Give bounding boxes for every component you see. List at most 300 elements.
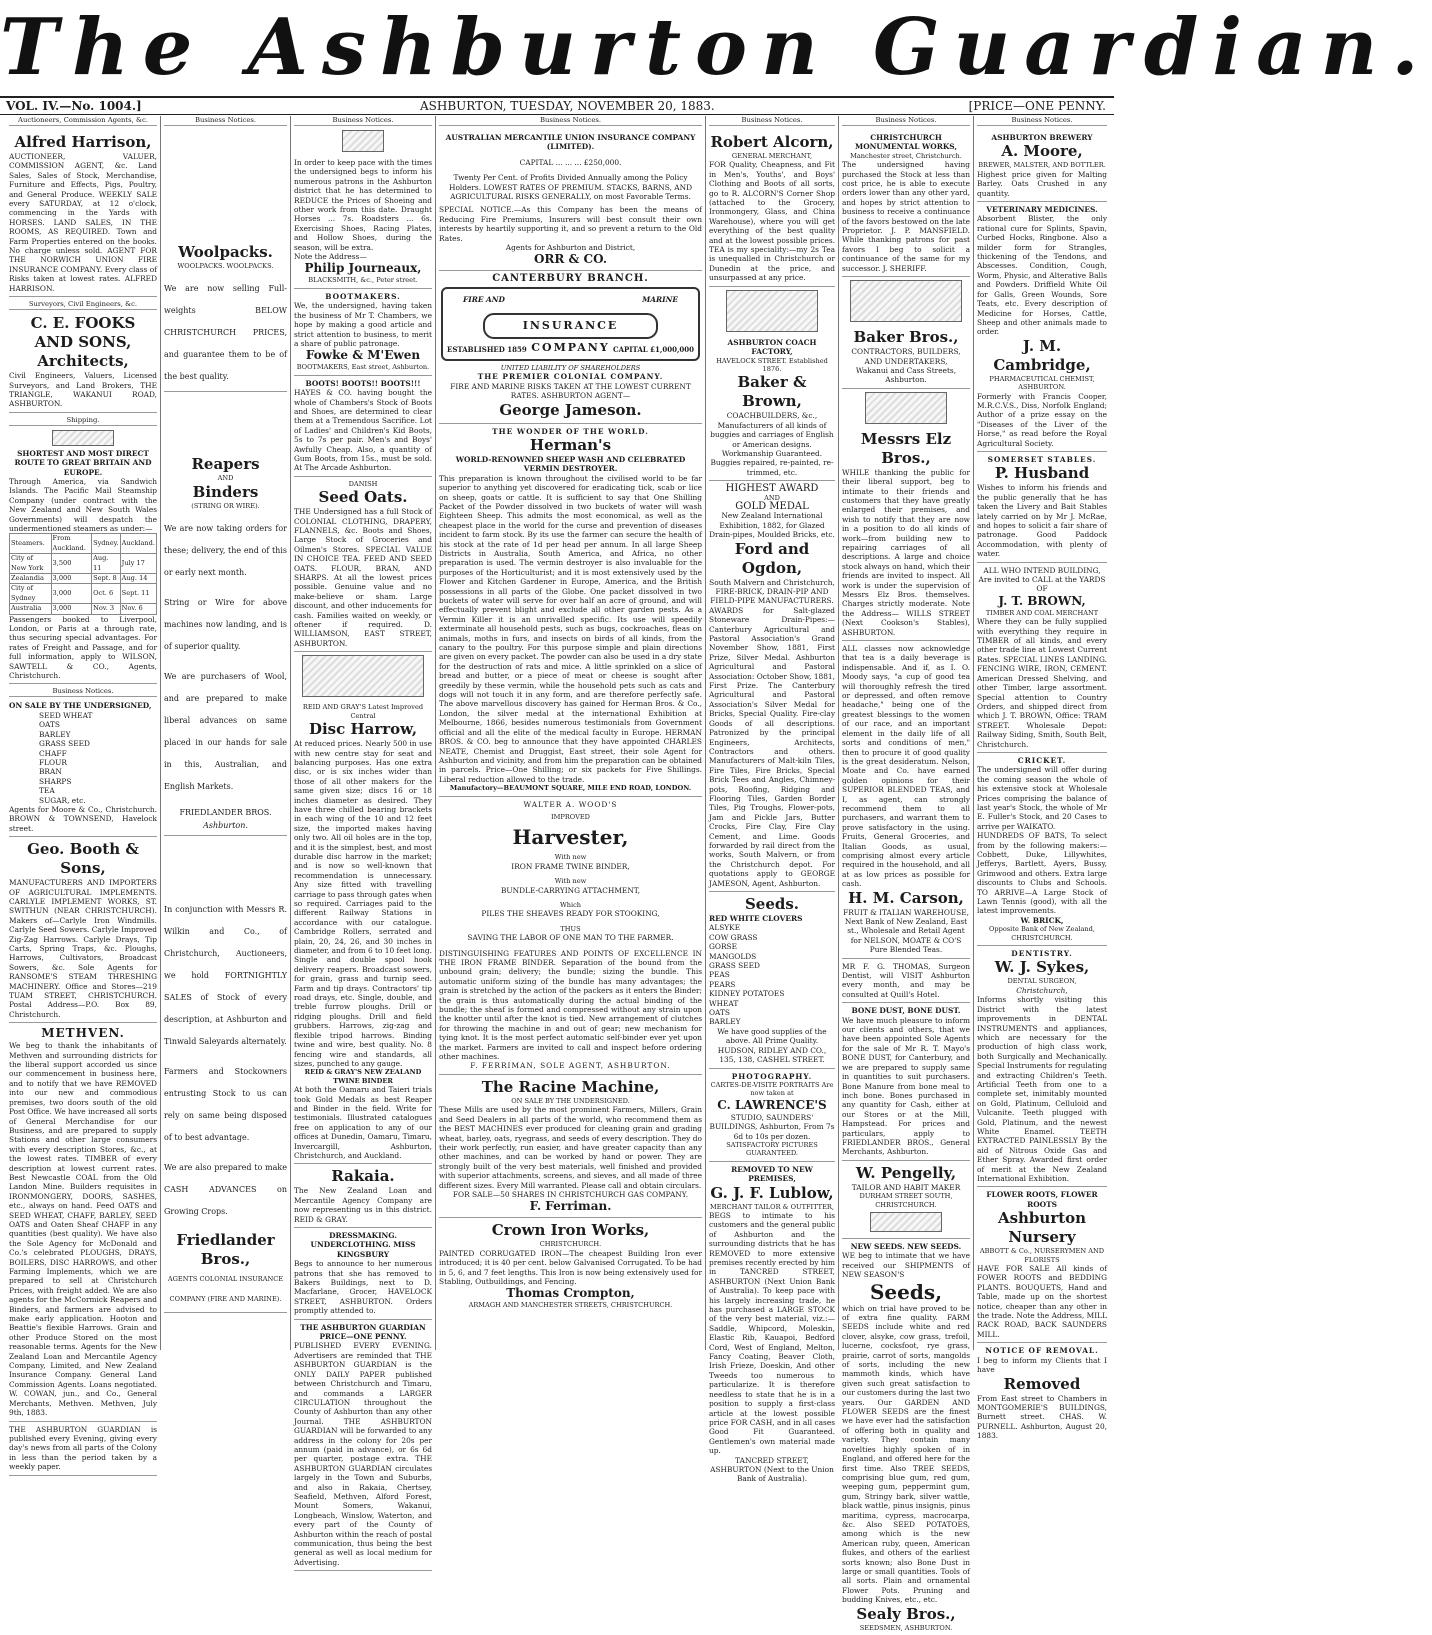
ad-body: The undersigned will offer during the coming season the whole of his extensive stock at Wholesale Prices comprising the balance of last year's Stock, the whole of Mr E. Fuller's Stock, and 20 Cases to arrive per WAIKATO.	[977, 765, 1107, 831]
ad-title: Ashburton Nursery	[997, 1209, 1087, 1247]
ad-body: AWARDS for Salt-glazed Stoneware Drain-Pipes:—Canterbury Agricultural and Pastoral Association's Grand November Show, 1881, First Prize, Silver Medal. Ashburton Agricultural and Pastoral Association: October Show, 1881, First Prize. The Canterbury Agricultural and Pastoral Association's Silver Medal for Bricks, Special Quality. Fire-clay Goods of all descriptions. Patronized by the principal Engineers, Architects, Contractors and others. Manufacturers of Malt-kiln Tiles, Fire Tiles, Fire Bricks, Special Brick Tees and Angles, Chimney-pots, Roofing, Ridging and Flooring Tiles, Garden Border Tiles, Pig Troughs, Flower-pots, Jam and Pickle Jars, Butter Crocks, Fire Clay, Fire Clay Cement, and Lime. Goods forwarded by rail direct from the works, South Malvern, or from the Christchurch depot. For quotations apply to GEORGE JAMESON, Agent, Ashburton.	[709, 605, 835, 888]
ad-name: W. BRICK,	[1020, 915, 1064, 925]
ad-crown-iron-works	[439, 1218, 702, 1312]
list-item: BARLEY	[709, 1017, 741, 1027]
ad-body: Farmers and Stockowners entrusting Stock to us can rely on same being disposed of to best advantage.	[164, 1067, 287, 1143]
table-cell: 3,000	[51, 584, 92, 604]
dateline	[0, 96, 1114, 115]
list-item: CHAFF	[39, 748, 67, 758]
ad-sub: IMPROVED	[551, 812, 590, 821]
ad-body: New Zealand International Exhibition, 1882, for Glazed Drain-pipes, Moulded Bricks, etc.	[709, 511, 835, 540]
list-item: SHARPS	[39, 776, 72, 786]
ad-title: Crown Iron Works,	[491, 1221, 650, 1240]
ad-place: DURHAM STREET SOUTH, CHRISTCHURCH.	[859, 1192, 953, 1209]
ad-subtitle: TAILOR AND HABIT MAKER	[851, 1182, 961, 1192]
ad-note: Note the Address—	[294, 252, 367, 262]
ad-body: At both the Oamaru and Taieri trials took Gold Medals as best Reaper and Binder in the field. Write for testimonials. Illustrated catalogues free on application to any of our offices at Dunedin, Oamaru, Timaru, Invercargill, Ashburton, Christchurch, and Auckland.	[294, 1085, 432, 1160]
ad-title: SHORTEST AND MOST DIRECT ROUTE TO GREAT BRITAIN AND EUROPE.	[14, 448, 152, 477]
ad-body: HUNDREDS OF BATS, To select from by the following makers:—Cobbett, Duke, Lillywhites, Jefferys, Bartlett, Ayers, Bussy, Grimwood and others. Extra large discounts to Clubs and Schools. TO ARRIVE—A Large Stock of Lawn Tennis (good), with all the latest improvements.	[977, 831, 1107, 916]
ad-signature: TANCRED STREET, ASHBURTON (Next to the Union Bank of Australia).	[710, 1455, 834, 1484]
ad-body: WHILE thanking the public for their liberal support, beg to intimate to their friends and customers that they have greatly enlarged their premises, and wish to notify that they are now in a position to do all kinds of work—from building new to repairing carriages of all descriptions. A large and choice stock always on hand, which their friends are invited to inspect. All work is under the supervision of Messrs Elz Bros. themselves. Charges strictly moderate. Note the Address— WILLS STREET (Next Cookson's Stables), ASHBURTON.	[842, 467, 970, 637]
ad-body: Twenty Per Cent. of Profits Divided Annually among the Policy Holders. LOWEST RATES OF PREMIUM. STACKS, BARNS, AND AGRICULTURAL RISKS GENERALLY, on most Favorable Terms.	[449, 173, 692, 202]
ad-body: In order to keep pace with the times the undersigned begs to inform his numerous patrons in the Ashburton district that he has determined to REDUCE the Prices of Shoeing and other work from this date. Draught Horses ... 7s. Roadsters ... 6s. Exercising Shoes, Racing Plates, and Hollow Shoes, during the season, will be extra.	[294, 158, 432, 252]
ad-title: Alfred Harrison,	[14, 133, 152, 151]
ad-body: Informs shortly visiting this District with the latest improvements in DENTAL INSTRUMENTS and appliances, which are necessary for the production of high class work, both Surgically and Mechanically. Special Instruments for regulating and extracting Children's Teeth. Artificial Teeth from one to a complete set, inimitably mounted on Gold, Platinum, Celluloid and Vulcanite. Teeth plugged with Gold, Platinum, and the newest White Enamel. TEETH EXTRACTED PAINLESSLY By the aid of Nitrous Oxide Gas and Ether Spray. Awarded first order of merit at the New Zealand International Exhibition.	[977, 995, 1107, 1183]
ad-seeds-hudson	[709, 892, 835, 1069]
section-heading: Business Notices.	[9, 687, 157, 697]
ad-body: HAYES & CO. having bought the whole of Chambers's Stock of Boots and Shoes, are determined to clear them at a Tremendous Sacrifice. Lot of Ladies' and Children's Kid Boots, 5s to 7s per pair. Men's and Boys' Awfully Cheap. Also, a quantity of Gum Boots, from 15s., must be sold. At The Arcade Ashburton.	[294, 388, 432, 473]
ad-title: THE ASHBURTON GUARDIAN PRICE—ONE PENNY.	[300, 1322, 426, 1342]
table-cell: Aug. 14	[120, 574, 156, 584]
ad-pengelly	[842, 1161, 970, 1239]
ad-cricket	[977, 753, 1107, 946]
ad-subtitle: ARMAGH AND MANCHESTER STREETS, CHRISTCHURCH.	[468, 1301, 673, 1310]
ad-dressmaking	[294, 1228, 432, 1320]
ad-place: CHRISTCHURCH.	[539, 1240, 602, 1249]
table-cell: City of Sydney	[10, 584, 52, 604]
iron-illustration	[870, 1212, 942, 1232]
ad-guardian-price	[294, 1320, 432, 1572]
ad-title: Disc Harrow,	[308, 720, 418, 739]
ad-body: We are purchasers of Wool, and are prepared to make liberal advances on same placed in our hands for sale in this, Australian, and English Markets.	[164, 672, 287, 792]
ad-sealy-bros	[842, 1239, 970, 1635]
ad-capital: CAPITAL ... ... ... £250,000.	[519, 157, 622, 167]
ad-woolpacks	[164, 240, 287, 392]
ad-amu-insurance	[439, 130, 702, 271]
column-7	[974, 116, 1110, 1441]
ad-hm-carson	[842, 641, 970, 959]
ad-subtitle: FRUIT & ITALIAN WAREHOUSE, Next Bank of New Zealand, East st., Wholesale and Retail Agent for NELSON, MOATE & CO'S Pure Blended Teas.	[843, 907, 969, 955]
ad-subtitle: (STRING OR WIRE).	[191, 501, 260, 510]
ad-fooks-sons	[9, 297, 157, 413]
ad-name: P. Husband	[994, 464, 1090, 483]
ad-big: Seeds,	[869, 1279, 943, 1304]
ad-body: We are now taking orders for these; delivery, the end of this or early next month.	[164, 524, 287, 578]
ad-body: PUBLISHED EVERY EVENING. Advertisers are reminded that THE ASHBURTON GUARDIAN is the ONLY DAILY PAPER published between Christchurch and Timaru, and commands a LARGER CIRCULATION throughout the County of Ashburton than any other Journal. THE ASHBURTON GUARDIAN will be forwarded to any address in the colony for 20s per annum (paid in advance), or 6s 6d per quarter, postage extra. THE ASHBURTON GUARDIAN circulates largely in the Town and Suburbs, and also in Rakaia, Chertsey, Seafield, Methven, Alford Forest, Mount Somers, Wakanui, Longbeach, Winslow, Waterton, and every part of the County of Ashburton within the reach of postal communication, thus being the best general as well as local medium for Advertising.	[294, 1341, 432, 1567]
ad-title: CANTERBURY BRANCH.	[492, 273, 649, 285]
ad-title: NOTICE OF REMOVAL.	[985, 1346, 1099, 1356]
ad-subtitle: Manchester street, Christchurch.	[850, 151, 962, 160]
section-heading: Business Notices.	[977, 116, 1107, 126]
ad-title: Fowke & M'Ewen	[305, 348, 421, 363]
ad-subtitle: SEEDSMEN, ASHBURTON.	[859, 1623, 953, 1632]
ad-body: I beg to inform my Clients that I have	[977, 1355, 1107, 1375]
ad-head: RED WHITE CLOVERS	[709, 914, 803, 923]
ad-agent-name: George Jameson.	[499, 400, 642, 419]
ad-body: AUCTIONEER, VALUER, COMMISSION AGENT, &c. Land Sales, Sales of Stock, Merchandise, Furniture and Effects, Pigs, Poultry, and General Produce. WEEKLY SALE every SATURDAY, at 12 o'clock, commencing in the Yards with HORSES. LAND SALES, IN THE ROOMS, AS REQUIRED. Town and Farm Properties entered on the books. No charge unless sold. AGENT FOR THE NORWICH UNION FIRE INSURANCE COMPANY. Every class of Risks taken at lowest rates. ALFRED HARRISON.	[9, 152, 157, 293]
ad-text: With new	[554, 877, 587, 886]
ad-title: ASHBURTON BREWERY	[991, 133, 1093, 142]
ad-body: Begs to announce to her numerous patrons that she has removed to Bakers Buildings, next to D. Macfarlane, Grocer, HAVELOCK STREET, ASHBURTON. Orders promptly attended to.	[294, 1259, 432, 1316]
ad-title: Seeds.	[744, 895, 800, 913]
ad-monumental-works	[842, 130, 970, 277]
ad-subtitle: BOOTMAKERS, East street, Ashburton.	[296, 363, 430, 372]
ad-title: Friedlander Bros.,	[176, 1231, 275, 1269]
ad-footer: SATISFACTORY PICTURES GUARANTEED.	[726, 1140, 818, 1158]
section-heading: Shipping.	[9, 416, 157, 426]
ad-sale: FOR SALE—50 SHARES IN CHRISTCHURCH GAS COMPANY.	[452, 1189, 689, 1199]
list-item: SEED WHEAT	[39, 710, 93, 720]
table-header: From Auckland.	[51, 534, 92, 554]
ad-and: AND	[217, 474, 234, 483]
ad-name: Baker Bros.,	[853, 328, 959, 347]
ad-place: Ashburton.	[203, 821, 248, 831]
ad-title: Geo. Booth & Sons,	[27, 840, 139, 878]
ad-elz-bros	[842, 427, 970, 641]
list-item: OATS	[709, 1008, 730, 1018]
ad-body: Formerly with Francis Cooper, M.R.C.V.S., Diss, Norfolk England; Author of a prize essay on the "Diseases of the Liver of the Horse," as read before the Royal Agricultural Society.	[977, 391, 1107, 448]
ad-name: F. Ferriman.	[529, 1199, 612, 1214]
ad-subtitle: ON SALE BY THE UNDERSIGNED.	[511, 1096, 630, 1105]
ad-place: Wakanui and Cass Streets, Ashburton.	[855, 365, 957, 385]
ad-baker-bros	[842, 325, 970, 389]
column-6	[839, 116, 974, 1632]
ad-pre: DANISH	[348, 479, 378, 488]
ad-brewery	[977, 130, 1107, 202]
table-cell: City of New York	[10, 554, 52, 574]
ad-body: Wishes to inform his friends and the public generally that he has taken the Livery and Bait Stables lately carried on by Mr J. McRae, and hopes to solicit a fair share of patronage. Good Paddock Accommodation, with plenty of water.	[977, 483, 1107, 559]
section-heading: Business Notices.	[164, 116, 287, 126]
ad-removal-notice	[977, 1343, 1107, 1443]
ad-body: MR F. G. THOMAS, Surgeon Dentist, will VISIT Ashburton every month, and may be consulted at Quill's Hotel.	[842, 961, 970, 999]
ad-subtitle: Opposite Bank of New Zealand, CHRISTCHURCH.	[988, 925, 1095, 942]
list-item: PEARS	[709, 979, 736, 989]
ad-title: GOLD MEDAL	[735, 500, 809, 512]
list-item: FLOUR	[39, 757, 67, 767]
ad-title: BOOTMAKERS.	[325, 291, 401, 301]
ad-title: CRICKET.	[1017, 755, 1067, 765]
ad-fowke-mewen	[294, 289, 432, 376]
ad-name: Herman's	[529, 435, 612, 454]
ad-photography	[709, 1069, 835, 1162]
price: [PRICE—ONE PENNY.	[968, 99, 1106, 113]
ad-subtitle: WOOLPACKS. WOOLPACKS.	[177, 262, 274, 270]
ad-nursery	[977, 1187, 1107, 1343]
ad-subtitle: CONTRACTORS, BUILDERS, AND UNDERTAKERS,	[851, 347, 961, 366]
ad-robert-alcorn	[709, 130, 835, 287]
ad-body: These Mills are used by the most prominent Farmers, Millers, Grain and Seed Dealers in all parts of the world, who recommend them as the BEST MACHINES ever produced for cleaning grain and grading wheat, barley, oats, ryegrass, and seeds of every description. They do their work perfectly, run easier, and have greater capacity than any other machines, and can be worked by hand or power. They are strongly built of the very best materials, well finished and provided with superior attachments, screens, and sieves, and all made of three different sizes. Every Mill warranted. Please call and obtain circulars.	[439, 1105, 702, 1190]
section-heading: Surveyors, Civil Engineers, &c.	[9, 300, 157, 310]
ad-subtitle: TIMBER AND COAL MERCHANT	[985, 608, 1099, 617]
table-cell: Sept. 8	[92, 574, 121, 584]
table-header: Auckland.	[120, 534, 156, 554]
table-cell: Zealandia	[10, 574, 52, 584]
ad-text: With new	[554, 853, 587, 862]
ad-body: Absorbent Blister, the only rational cure for Splints, Spavin, Curbed Hocks, Ringbone. Also a milder form for Strangles, thickening of the Tendons, and Abscesses. Condition, Cough, Worm, Physic, and Alterative Balls and Powders. Driffield White Oil for Galls, Green Wounds, Sore Teats, etc. Every description of Medicine for Horses, Cattle, Sheep and other animals made to order.	[977, 214, 1107, 337]
ad-text: SAVING THE LABOR OF ONE MAN TO THE FARMER.	[467, 933, 674, 943]
seal-banner: INSURANCE COMPANY	[483, 313, 658, 339]
ad-signature: HUDSON, RIDLEY AND CO., 135, 138, CASHEL STREET.	[717, 1045, 827, 1065]
ad-coach-factory	[709, 335, 835, 481]
ad-reid-gray	[294, 700, 432, 1164]
column-5	[706, 116, 839, 1484]
list-item: GRASS SEED	[39, 739, 90, 749]
ad-somerset-stables	[977, 452, 1107, 563]
ad-body: We have much pleasure to inform our clients and others, that we have been appointed Sole Agents for the sale of Mr R. T. Mayo's BONE DUST, for Canterbury, and we are prepared to supply same in quantities to suit purchasers. Bone Manure from bone meal to inch bone. Bones purchased in any quantity for Cash, either at our Stores or at the Mill, Hampstead. For prices and particulars, apply to FRIEDLANDER BROS., General Merchants, Ashburton.	[842, 1015, 970, 1157]
ad-title: Rakaia.	[331, 1167, 395, 1186]
ad-reapers-binders	[164, 452, 287, 836]
ad-body: In conjunction with Messrs R. Wilkin and Co., of Christchurch, Auctioneers, we hold FORTNIGHTLY SALES of Stock of every description, at Ashburton and Tinwald Saleyards alternately.	[164, 905, 287, 1047]
ad-subtitle: GENERAL MERCHANT,	[731, 152, 813, 160]
ad-boots	[294, 376, 432, 477]
ad-body: The undersigned having purchased the Stock at less than cost price, he is able to execute orders lower than any other yard, and hopes by strict attention to business to receive a continuance of the favors bestowed on the late Proprietor. J. P. MANSFIELD. While thanking patrons for past favors I beg to solicit a continuance of the same for my successor. J. SHERIFF.	[842, 160, 970, 273]
ad-bone-dust	[842, 1003, 970, 1161]
list-item: WHEAT	[709, 998, 739, 1008]
ad-title: ON SALE BY THE UNDERSIGNED,	[9, 701, 152, 711]
ad-footer: Agents for Moore & Co., Christchurch. BROWN & TOWNSEND, Havelock street.	[9, 804, 157, 833]
ad-wood-harvester	[439, 797, 702, 1075]
table-row	[10, 584, 157, 604]
table-cell: Sept. 11	[120, 584, 156, 604]
table-cell: 3,000	[51, 604, 92, 614]
ad-title: SOMERSET STABLES.	[987, 454, 1097, 464]
ad-body: We are also prepared to make CASH ADVANCES on Growing Crops.	[164, 1163, 287, 1217]
seal-text: CAPITAL £1,000,000	[613, 345, 694, 355]
ad-name: J. T. BROWN,	[998, 593, 1086, 608]
ad-name: A. Moore,	[1001, 142, 1083, 161]
ad-name: Baker & Brown,	[737, 373, 807, 411]
table-header: Steamers.	[10, 534, 52, 554]
section-heading: Business Notices.	[842, 116, 970, 126]
table-cell: July 17	[120, 554, 156, 574]
ad-place: Christchurch,	[1016, 985, 1068, 995]
ad-body: We are now selling Full-weights BELOW CHRISTCHURCH PRICES, and guarantee them to be of the best quality.	[164, 284, 287, 382]
ad-geo-booth	[9, 837, 157, 1023]
place-date: ASHBURTON, TUESDAY, NOVEMBER 20, 1883.	[420, 99, 715, 113]
harrow-illustration	[302, 655, 424, 697]
ad-body: We beg to thank the inhabitants of Methven and surrounding districts for the liberal support accorded us since our commencement in business here, and to notify that we have REMOVED into our new and commodious premises, two doors south of the old Post Office. We have increased all sorts of General Merchandise for our Business, and are prepared to supply Stations and other large consumers with every description Stores, &c., at the lowest rates. TIMBER of every description at lowest current rates. Best Newcastle COAL from the Old Landon Mine. Builders requisites in IRONMONGERY, DOORS, SASHES, etc., always on hand. Feed OATS and SEED WHEAT, CHAFF, BARLEY, SEED OATS and Oaten Sheaf CHAFF in any quantities (best quality). We have also the Sole Agency for McDonald and Co.'s celebrated PLOUGHS, DRAYS, BOILERS, DISC HARROWS, and other Farming Implements, which we are prepared to sell at Christchurch Prices, with freight added. We are also agents for the McCormick Reapers and Binders, and farmers are advised to make early application. Hooton and Beattie's flexible Harrows. Grain and other Produce Stored on the most reasonable terms. Agents for the New Zealand Loan and Mercantile Agency Company, Limited, and New Zealand Insurance Company. General Land Commission Agents. Loans negotiated. W. COWAN, jun., and Co., General Merchants, Methven. Methven, July 9th, 1883.	[9, 1041, 157, 1418]
table-row	[10, 554, 157, 574]
ad-agent-name: ORR & CO.	[533, 252, 608, 267]
ad-name: C. LAWRENCE'S	[717, 1097, 827, 1112]
ad-body: Where they can be fully supplied with everything they require in TIMBER of all kinds, and every other trade line at Lowest Current Rates. SPECIAL LINES LANDING. FENCING WIRE, IRON, CEMENT. American Dressed Shelving, and other Timber, large assortment. Special attention to Country Orders, and shipped direct from which J. T. BROWN, Office: TRAM STREET. Wholesale Depot: Railway Siding, Smith, South Belt, Christchurch.	[977, 617, 1107, 749]
table-cell: Nov. 6	[120, 604, 156, 614]
ad-subtitle: ABBOTT & Co., NURSERYMEN AND FLORISTS	[979, 1247, 1105, 1264]
ad-title: ASHBURTON COACH FACTORY,	[727, 337, 817, 357]
ad-body: Civil Engineers, Valuers, Licensed Surveyors, and Land Brokers, THE TRIANGLE, WAKANUI ROAD, ASHBURTON.	[9, 371, 157, 409]
ad-title: AUSTRALIAN MERCANTILE UNION INSURANCE COMPANY (LIMITED).	[445, 133, 696, 152]
column-2	[161, 116, 291, 1350]
columns	[6, 116, 1110, 1632]
ad-text: BUNDLE-CARRYING ATTACHMENT,	[501, 885, 640, 895]
ad-body: Highest price given for Malting Barley. Oats Crushed in any quantity.	[977, 169, 1107, 198]
seal-text: MARINE	[642, 294, 678, 304]
ad-body: This preparation is known throughout the civilised world to be far superior to anything yet discovered for eradicating tick, scab or lice on sheep, goats or cattle. It is sufficient to say that One Shilling Packet of the Powder dissolved in two buckets of water will wash Eighteen Sheep. This admits the most economical, as well as the cheapest place in the world for the curse and prevention of diseases incident to farm stock. By its use the farmer can secure the health of his stock at the rate of 1d per head per annum. In all large Sheep Districts in Australia, South America, and Africa, no other preparation is used. The vermin destroyer is also invaluable for the purposes of the Horticulturist; and it is most extensively used by the Flower and Kitchen Gardener in Europe, America, and the British possessions in all parts of the Globe. One packet dissolved in two buckets of water will serve for over half an acre of ground, and will effectually prevent blight and exclude all other garden pests. As a Vermin Killer it is an unrivalled specific. Its use will speedily exterminate all household pests, such as bugs, cockroaches, fleas on animals, moths in furs, and insects on birds of all kinds, from the canary to the poultry. For this purpose simple and plain directions are given on every packet. The powder can also be used in a dry state for the destruction of rats and mice. A little sprinkled on a slice of bread and butter, or a piece of meat or cheese is sought after greedily by these vermin, while the household pets such as cats and dogs will not touch it in any form, and are therefore perfectly safe. The above marvellous discovery has gained for Herman Bros. & Co., London, the silver medal at the international Exhibition at Melbourne, 1866, besides numerous testimonials from Government official and all the elite of the medical faculty in Europe. HERMAN BROS. & CO. beg to announce that they have appointed CHARLES NEATE, Chemist and Druggist, East street, their sole Agent for Ashburton and vicinity, and from him the preparation can be obtained in parcels. Price—One Shilling; or six packets for Five Shillings. Liberal reduction allowed to the trade.	[439, 473, 702, 784]
ad-body: At reduced prices. Nearly 500 in use with new centre stay for seat and balancing purposes. Has one extra disc, or is six inches wider than those of all other makers for the same given size; discs 16 or 18 inches diameter as desired. They have three chilled bearing brackets in each wing of the 10 and 12 feet size, the imported makes having only two. All oil holes are in the top, and it is the simplest, best, and most durable disc harrow in the market; and is now so well-known that recommendation is unnecessary. Any size fitted with travelling carriage to pass through gates when so required. Carriages paid to the different Railway Stations in accordance with our catalogue. Cambridge Rollers, serrated and plain, 20, 24, 26, and 30 inches in diameter, and from 6 to 10 feet long. Single and double spool hook delivery reapers. Broadcast sowers, for grain, grass and turnip seed. Farm and tip drays. Contractors' tip road drays, etc. Single, double, and treble furrow ploughs. Drill or ridging ploughs. Drill and field grubbers. Harrows, zig-zag and flexible tripod harrows. Binding twine and wire, best quality. No. 8 fencing wire and standards, all sizes, punched to any gauge.	[294, 739, 433, 1068]
ad-title: REMOVED TO NEW PREMISES,	[731, 1164, 813, 1184]
buggy-illustration	[865, 392, 947, 424]
ad-body: WE beg to intimate that we have received our SHIPMENTS of NEW SEASON'S	[842, 1251, 970, 1280]
ad-guardian-notice	[9, 1422, 157, 1476]
ad-fg-thomas	[842, 959, 970, 1004]
ad-jt-brown	[977, 563, 1107, 753]
ad-notice: SPECIAL NOTICE.—As this Company has been the means of Reducing Fire Premiums, Insurers will best consult their own interests by heartily supporting it, and so prevent a return to the Old Rates.	[439, 205, 702, 243]
ad-body: We have good supplies of the above. All Prime Quality.	[717, 1026, 827, 1046]
ad-title: Seed Oats.	[318, 488, 408, 507]
ad-title: C. E. FOOKS AND SONS, Architects,	[30, 314, 136, 371]
carriage-illustration	[726, 290, 818, 332]
ad-title: Philip Journeaux,	[304, 261, 422, 276]
list-item: ALSYKE	[709, 923, 741, 933]
ad-title: PHOTOGRAPHY.	[731, 1071, 813, 1081]
ad-subtitle: South Malvern and Christchurch, FIRE-BRICK, DRAIN-PIP AND FIELD-PIPE MANUFACTURERS.	[709, 577, 835, 606]
ad-methven	[9, 1023, 157, 1421]
ad-title: THE WONDER OF THE WORLD.	[492, 426, 649, 436]
ad-text: THUS	[560, 924, 581, 933]
list-item: GRASS SEED	[709, 961, 760, 971]
seal-text: ESTABLISHED 1859	[447, 345, 527, 355]
ad-subtitle: HAVELOCK STREET. Established 1876.	[716, 356, 828, 373]
ad-subtitle: WORLD-RENOWNED SHEEP WASH AND CELEBRATED VERMIN DESTROYER.	[455, 454, 686, 474]
section-heading: Business Notices.	[439, 116, 702, 126]
ad-signature: F. FERRIMAN, SOLE AGENT, ASHBURTON.	[470, 1061, 671, 1071]
ad-veterinary	[977, 202, 1107, 452]
ad-subtitle: CARTES-DE-VISITE PORTRAITS Are now taken at	[710, 1080, 834, 1098]
ad-journeaux	[294, 155, 432, 289]
masthead	[0, 0, 1432, 95]
ad-pre: FLOWER ROOTS, FLOWER ROOTS	[986, 1190, 1098, 1209]
volume-number: VOL. IV.—No. 1004.]	[6, 99, 142, 113]
newspaper-title: The Ashburton Guardian.	[0, 2, 1432, 93]
ad-name: Messrs Elz Bros.,	[860, 429, 952, 467]
ad-footer: Manufactory—BEAUMONT SQUARE, MILE END ROAD, LONDON.	[449, 784, 692, 793]
column-3	[291, 116, 436, 1567]
ad-title: METHVEN.	[41, 1026, 125, 1041]
column-1	[6, 116, 161, 1472]
table-cell: Oct. 6	[92, 584, 121, 604]
ad-head: REID AND GRAY'S Latest Improved Central	[302, 703, 424, 720]
ad-title: DRESSMAKING. UNDERCLOTHING. MISS KINGSBURY	[310, 1231, 416, 1259]
ad-and: AND	[764, 493, 780, 502]
ad-title: DENTISTRY.	[1011, 949, 1073, 959]
list-item: PEAS	[709, 970, 730, 980]
ad-name: W. J. Sykes,	[994, 958, 1090, 977]
ad-agents: Agents for Ashburton and District,	[505, 243, 636, 253]
ad-alfred-harrison	[9, 130, 157, 297]
ad-body: ALL classes now acknowledge that tea is a daily beverage is indispensable. And if, as I. O. Moody says, "a cup of good tea will thoroughly refresh the tired or depressed, and often remove headache," being one of the greatest blessings to the women of our race, and an important element in the daily life of all sorts and conditions of men," then to procure it of good quality is the great desideratum. Nelson, Moate and Co. have earned golden opinions for their SUPERIOR BLENDED TEAS, and I, as agent, can strongly recommend them to all purchasers, and warrant them to prove satisfactory in the using. Fruits, General Groceries, and Italian Goods, as usual, comprising almost every article required in the household, and all at as low prices as possible for cash.	[842, 644, 970, 889]
ad-title: NEW SEEDS. NEW SEEDS.	[850, 1241, 962, 1251]
ad-body: Through America, via Sandwich Islands. The Pacific Mail Steamship Company (under contract with the New Zealand and New South Wales Governments) will despatch the undermentioned steamers as under:—	[9, 476, 157, 533]
ad-seed-oats	[294, 477, 432, 653]
ad-name: H. M. Carson,	[848, 888, 964, 907]
ad-lublow	[709, 1162, 835, 1487]
hearse-illustration	[850, 280, 962, 322]
list-item: GORSE	[709, 942, 737, 952]
list-item: COW GRASS	[709, 932, 758, 942]
ad-body: From East street to Chambers in MONTGOMERIE'S BUILDINGS, Burnett street. CHAS. W. PURNELL. Ashburton, August 20, 1883.	[977, 1393, 1107, 1441]
ad-footer: Passengers booked to Liverpool, London, or Paris at a through rate, thus securing special advantages. For rates of Freight and Passage, and for full information, apply to WILSON, SAWTELL & CO., Agents, Christchurch.	[9, 614, 157, 681]
section-heading: Business Notices.	[294, 116, 432, 126]
list-item: TEA	[39, 786, 55, 796]
ad-motto: UNITED LIABILITY OF SHAREHOLDERS	[500, 363, 641, 372]
ad-body: THE ASHBURTON GUARDIAN is published every Evening, giving every day's news from all parts of the Colony in less than the period taken by a weekly paper.	[9, 1424, 157, 1472]
sailing-table	[9, 533, 157, 614]
ad-body: which on trial have proved to be of extra fine quality. FARM SEEDS include white and red clover, alsyke, cow grass, trefoil, lucerne, cocksfoot, rye grass, prairie, carrot of sorts, mangolds of sorts, including the new mammoth kinds, which have given such great satisfaction to our customers during the last two years. Our GARDEN AND FLOWER SEEDS are the finest we have ever had the satisfaction of offering both in quality and variety. They contain many novelties highly spoken of in England, and offered here for the first time. Also TREE SEEDS, comprising blue gum, red gum, weeping gum, peppermint gum, gum, Stringy bark, silver wattle, black wattle, pinus insignis, pinus maritima, cypress, macrocarpa, &c. Also SEED POTATOES, among which is the new American ruby, queen, American flukes, and others of the earliest sorts known; also Bone Dust in large or small quantities. Tools of all sorts. Plain and ornamental Flower Pots. Pruning and budding Knives, etc., etc.	[842, 1303, 970, 1605]
ad-name: W. Pengelly,	[855, 1163, 957, 1182]
ad-text: Which	[559, 900, 582, 909]
section-heading: Auctioneers, Commission Agents, &c.	[9, 116, 157, 126]
list-item: BRAN	[39, 767, 62, 777]
ad-title: Robert Alcorn,	[710, 133, 834, 151]
ad-name: Ford and Ogdon,	[734, 539, 810, 577]
ad-shipping	[9, 413, 157, 685]
ad-title: HIGHEST AWARD	[725, 483, 819, 495]
ad-body: THE Undersigned has a full Stock of COLONIAL CLOTHING, DRAPERY, FLANNELS, &c. Boots and Shoes, Large Stock of Groceries and Oilmen's Stores. SPECIAL VALUE IN CHOICE TEA. FEED AND SEED OATS. FLOUR, BRAN, AND SHARPS. At all the lowest prices possible. Genuine value and no make-believe or sham. Large discount, and other inducements for cash. Families waited on weekly, or oftener if required. D. WILLIAMSON, EAST STREET, ASHBURTON.	[294, 507, 432, 648]
horseshoe-illustration	[342, 130, 384, 152]
ad-hermans	[439, 424, 702, 797]
list-item: OATS	[39, 720, 60, 730]
list-item: BARLEY	[39, 729, 71, 739]
ad-text: PILES THE SHEAVES READY FOR STOOKING,	[481, 909, 660, 919]
ad-body: DISTINGUISHING FEATURES AND POINTS OF EXCELLENCE IN THE IRON FRAME BINDER. Separation of the bound from the unbound grain; delivery; the bundle; sizing the bundle. This automatic uniform sizing of the bundle has many advantages; the grain is stretched by the action of the packers as it enters the Binder; the grain is thus automatically during the actual binding of the bundle; the sheaf is formed and compressed without any strain upon the knotter until after the knot is tied. New arrangement of clutches for throwing the machine in and out of gear; new mechanism for tying knot. It is the most perfect automatic self-binder ever yet upon the market. Farmers are invited to call and inspect before ordering other machines.	[439, 948, 702, 1062]
ad-body: String or Wire for above machines now landing, and is of superior quality.	[164, 598, 287, 652]
ad-friedlander	[164, 896, 287, 1313]
insurance-seal	[441, 287, 700, 361]
ad-subtitle: MERCHANT TAILOR & OUTFITTER,	[710, 1202, 834, 1211]
ad-on-sale	[9, 684, 157, 837]
ad-body: ALL WHO INTEND BUILDING, Are invited to CALL at the YARDS OF	[978, 565, 1106, 594]
ad-title: WALTER A. WOOD'S	[523, 799, 618, 809]
ad-body: The New Zealand Loan and Mercantile Agency Company are now representing us in this district. REID & GRAY.	[294, 1186, 432, 1224]
ad-body: HAVE FOR SALE All kinds of FOWER ROOTS and BEDDING PLANTS. BOUQUETS, Hand and Table, made up on the shortest notice, cheaper than any other in the trade. Note the Address, MILL RACK ROAD, BACK SAUNDERS MILL.	[977, 1264, 1107, 1339]
table-cell: 3,000	[51, 574, 92, 584]
table-row	[10, 604, 157, 614]
seal-text: FIRE AND	[463, 294, 505, 304]
column-4	[436, 116, 706, 1350]
ship-illustration	[52, 430, 114, 446]
ad-body: COACHBUILDERS, &c., Manufacturers of all kinds of buggies and carriages of English or American designs. Workmanship Guaranteed. Buggies repaired, re-painted, re-trimmed, etc.	[710, 411, 834, 477]
ad-subtitle: PHARMACEUTICAL CHEMIST, ASHBURTON.	[989, 374, 1095, 392]
table-cell: Australia	[10, 604, 52, 614]
ad-title: Woolpacks.	[178, 243, 273, 261]
ad-racine-machine	[439, 1075, 702, 1218]
ad-title: Binders	[192, 482, 259, 501]
ad-body: PAINTED CORRUGATED IRON—The cheapest Building Iron ever introduced; it is 40 per cent. below Galvanised Corrugated. To be had in 5, 6, and 7 feet lengths. This Iron is now being extensively used for Stabling, Outbuildings, and Fencing.	[439, 1248, 702, 1286]
ad-body: BEGS to intimate to his customers and the general public of Ashburton and the surrounding districts that he has REMOVED to more extensive premises recently erected by him in TANCRED STREET, ASHBURTON (Next Union Bank of Australia). To keep pace with his largely increasing trade, he has purchased a LARGE STOCK of the very best material, viz.:— Saddle, Whipcord, Moleskin, Elastic Rib, Kauapoi, Bedford Cord, West of England, Melton, Fancy Coating, Beaver Cloth, Irish Frieze, Doeskin, And other Tweeds too numerous to particularize. It is therefore needless to state that he is in a position to supply a first-class article at the lowest possible price FOR CASH, and in all cases Good Fit Guaranteed. Gentlemen's own material made up.	[709, 1210, 835, 1456]
section-heading: Business Notices.	[709, 116, 835, 126]
ad-subtitle: DENTAL SURGEON,	[1007, 977, 1077, 986]
ad-canterbury-branch	[439, 271, 702, 423]
ad-title: BONE DUST, BONE DUST.	[851, 1006, 961, 1016]
ad-title: CHRISTCHURCH MONUMENTAL WORKS,	[855, 133, 957, 152]
ad-subtitle: BLACKSMITH, &c., Peter street.	[308, 276, 418, 285]
ad-big: Removed	[1003, 1374, 1081, 1393]
ad-title: VETERINARY MEDICINES.	[986, 205, 1098, 215]
ad-text: IRON FRAME TWINE BINDER,	[511, 861, 630, 871]
ad-title: Reapers	[191, 455, 260, 474]
ad-body: We, the undersigned, having taken the business of Mr T. Chambers, we hope by making a good article and strict attention to business, to merit a share of public patronage.	[294, 301, 432, 348]
list-item: MANGOLDS	[709, 951, 757, 961]
list-item: SUGAR, etc.	[39, 795, 86, 805]
ad-name: Thomas Crompton,	[506, 1286, 635, 1301]
ad-signature: FRIEDLANDER BROS.	[179, 808, 272, 818]
ad-rakaia	[294, 1164, 432, 1228]
table-header: Sydney.	[92, 534, 121, 554]
ad-body: FIRE AND MARINE RISKS TAKEN AT THE LOWEST CURRENT RATES. ASHBURTON AGENT—	[450, 381, 691, 401]
ad-title: The Racine Machine,	[481, 1077, 660, 1096]
table-cell: 3,500	[51, 554, 92, 574]
table-row	[10, 574, 157, 584]
ad-ford-ogdon	[709, 481, 835, 892]
ad-body: FOR Quality, Cheapness, and Fit in Men's, Youths', and Boys' Clothing and Boots of all sorts, go to R. ALCORN'S Corner Shop (attached to the Grocery, Ironmongery, Glass, and China Warehouse), where you will get everything of the best quality and at the lowest possible prices. TEA is my speciality:—my 2s Tea is unequalled in Christchurch or Dunedin at the price, and unsurpassed at any price.	[709, 160, 835, 283]
ad-name: J. M. Cambridge,	[993, 336, 1091, 374]
ad-subtitle: AGENTS COLONIAL INSURANCE COMPANY (FIRE AND MARINE).	[167, 1275, 284, 1304]
ad-title: BOOTS! BOOTS!! BOOTS!!!	[305, 378, 421, 388]
ad-name: G. J. F. Lublow,	[710, 1183, 834, 1202]
ad-body: MANUFACTURERS AND IMPORTERS OF AGRICULTURAL IMPLEMENTS. CARLYLE IMPLEMENT WORKS, ST. SWITHUN (NEAR CHRISTCHURCH). Makers of—Carlyle Iron Windmills. Carlyle Seed Sowers. Carlyle Improved Zig-Zag Harrows. Carlyle Drays, Tip Carts, Spring Traps, &c. Ploughs, Harrows, Cultivators, Broadcast Sowers, &c. Sole Agents for RANSOME'S STEAM THRESHING MACHINERY. Office and Stores—219 TUAM STREET, CHRISTCHURCH. Postal Address—P.O. Box 89, Christchurch.	[9, 878, 157, 1019]
ad-name: Sealy Bros.,	[856, 1604, 956, 1623]
table-cell: Aug. 11	[92, 554, 121, 574]
